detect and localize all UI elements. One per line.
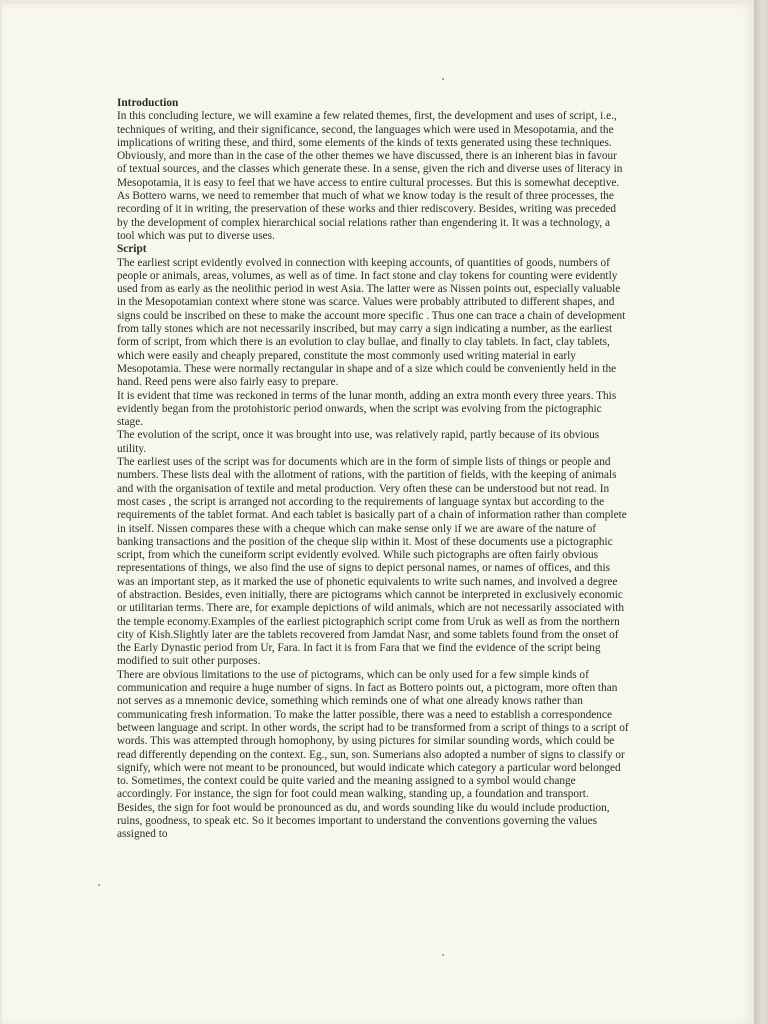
paragraph: It is evident that time was reckoned in terms of the lunar month, adding an extra month every three years. This evidently began from the protohistoric period onwards, when the script was evolving from the pictographic stage. [117,389,617,429]
document-page [2,4,754,1024]
paragraph: The earliest script evidently evolved in connection with keeping accounts, of quantities of goods, numbers of people or animals, areas, volumes, as well as of time. In fact stone and clay tokens for counting were evidently used from as early as the neolithic period in west Asia. The latter were as Nissen points out, especially valuable in the Mesopotamian context where stone was scarce. Values were probably attributed to different shapes, and signs could be inscribed on these to make the account more specific . Thus one can trace a chain of development from tally stones which are not necessarily inscribed, but may carry a sign indicating a number, as the earliest form of script, from which there is an evolution to clay bullae, and finally to clay tablets. In fact, clay tablets, which were easily and cheaply prepared, constitute the most commonly used writing material in early Mesopotamia. These were normally rectangular in shape and of a size which could be conveniently held in the hand. Reed pens were also fairly easy to prepare. [117,256,626,389]
paragraph: In this concluding lecture, we will examine a few related themes, first, the development and uses of script, i.e., techniques of writing, and their significance, second, the languages which were used in Mesopotamia, and the implications of writing these, and third, some elements of the kinds of texts generated using these techniques. Obviously, and more than in the case of the other themes we have discussed, there is an inherent bias in favour of textual sources, and the classes which generate these. In a sense, given the rich and diverse uses of literacy in Mesopotamia, it is easy to feel that we have access to entire cultural processes. But this is somewhat deceptive. As Bottero warns, we need to remember that much of what we know today is the result of three processes, the recording of it in writing, the preservation of these works and thier rediscovery. Besides, writing was preceded by the development of complex hierarchical social relations rather than engendering it. It was a technology, a tool which was put to diverse uses. [117,110,623,242]
heading-introduction: Introduction [117,97,179,109]
paragraph: The evolution of the script, once it was brought into use, was relatively rapid, partly because of its obvious utility. [117,429,600,455]
page-edge-shadow [754,0,768,1024]
paragraph: The earliest uses of the script was for documents which are in the form of simple lists of things or people and numbers. These lists deal with the allotment of rations, with the partition of fields, with the keeping of animals and with the organisation of textile and metal production. Very often these can be understood but not read. In most cases , the script is arranged not according to the requirements of language syntax but according to the requirements of the tablet format. And each tablet is basically part of a chain of information rather than complete in itself. Nissen compares these with a cheque which can make sense only if we are aware of the nature of banking transactions and the position of the cheque slip within it. Most of these documents use a pictographic script, from which the cuneiform script evidently evolved. While such pictographs are often fairly obvious representations of things, we also find the use of signs to depict personal names, or names of offices, and this was an important step, as it marked the use of phonetic equivalents to write such names, and involved a degree of abstraction. Besides, even initially, there are pictograms which cannot be interpreted in exclusively economic or utilitarian terms. There are, for example depictions of wild animals, which are not necessarily associated with the temple economy.Examples of the earliest pictographich script come from Uruk as well as from the northern city of Kish.Slightly later are the tablets recovered from Jamdat Nasr, and some tablets found from the onset of the Early Dynastic period from Ur, Fara. In fact it is from Fara that we find the evidence of the script being modified to suit other purposes. [117,456,627,668]
scan-speck [442,954,444,956]
document-body [117,97,629,842]
scan-speck [98,884,100,886]
scan-speck [442,78,444,80]
heading-script: Script [117,243,147,256]
paragraph: There are obvious limitations to the use of pictograms, which can be only used for a few simple kinds of communication and require a huge number of signs. In fact as Bottero points out, a pictogram, more often than not serves as a mnemonic device, something which reminds one of what one already knows rather than communicating fresh information. To make the latter possible, there was a need to establish a correspondence between language and script. In other words, the script had to be transformed from a script of things to a script of words. This was attempted through homophony, by using pictures for similar sounding words, which could be read differently depending on the context. Eg., sun, son. Sumerians also adopted a number of signs to classify or signify, which were not meant to be pronounced, but would indicate which category a particular word belonged to. Sometimes, the context could be quite varied and the meaning assigned to a symbol would change accordingly. For instance, the sign for foot could mean walking, standing up, a foundation and transport. Besides, the sign for foot would be pronounced as du, and words sounding like du would include production, ruins, goodness, to speak etc. So it becomes important to understand the conventions governing the values assigned to [117,668,629,841]
